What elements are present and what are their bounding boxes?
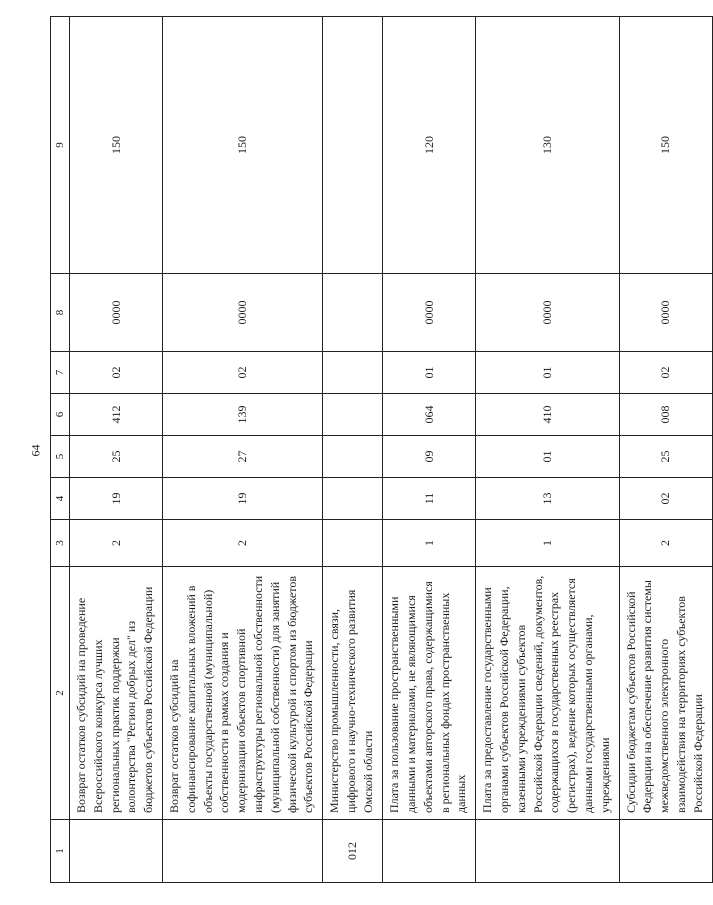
table-row (476, 17, 619, 883)
code-cell: 410 (476, 394, 619, 436)
code-cell: 01 (476, 436, 619, 478)
code-cell (323, 274, 383, 352)
table-row (383, 17, 476, 883)
code-cell (323, 394, 383, 436)
code-cell: 02 (619, 478, 712, 520)
column-header: 7 (51, 352, 70, 394)
code-cell: 064 (383, 394, 476, 436)
code-cell: 150 (70, 17, 163, 274)
table-row (162, 17, 322, 883)
code-cell: 11 (383, 478, 476, 520)
code-cell: 0000 (383, 274, 476, 352)
code-cell: 0000 (619, 274, 712, 352)
code-cell: 19 (162, 478, 322, 520)
admin-code-cell (162, 820, 322, 883)
code-cell (323, 436, 383, 478)
code-cell: 0000 (70, 274, 163, 352)
code-cell (323, 17, 383, 274)
code-cell: 0000 (162, 274, 322, 352)
code-cell: 13 (476, 478, 619, 520)
code-cell: 1 (476, 520, 619, 567)
code-cell: 01 (476, 352, 619, 394)
code-cell: 2 (70, 520, 163, 567)
table-row (70, 17, 163, 883)
column-header: 4 (51, 478, 70, 520)
code-cell: 120 (383, 17, 476, 274)
code-cell (323, 352, 383, 394)
table-row (323, 17, 383, 883)
column-header: 3 (51, 520, 70, 567)
admin-code-cell: 012 (323, 820, 383, 883)
code-cell: 2 (162, 520, 322, 567)
description-cell: Субсидии бюджетам субъектов Российской Федерации на обеспечение развития системы межведомственного электронного взаимодействия на территориях субъектов Российской Федерации (619, 567, 712, 820)
code-cell: 412 (70, 394, 163, 436)
description-cell: Плата за пользование пространственными данными и материалами, не являющимися объектами авторского права, содержащимися в региональных фондах пространственных данных (383, 567, 476, 820)
column-header: 8 (51, 274, 70, 352)
code-cell: 1 (383, 520, 476, 567)
description-cell: Возврат остатков субсидий на проведение Всероссийского конкурса лучших региональных практик поддержки волонтерства "Регион добрых дел" из бюджетов субъектов Российской Федерации (70, 567, 163, 820)
code-cell: 139 (162, 394, 322, 436)
budget-codes-table (50, 16, 713, 883)
code-cell: 02 (619, 352, 712, 394)
description-cell: Министерство промышленности, связи, цифрового и научно-технического развития Омской области (323, 567, 383, 820)
code-cell: 01 (383, 352, 476, 394)
admin-code-cell (619, 820, 712, 883)
admin-code-cell (383, 820, 476, 883)
code-cell: 09 (383, 436, 476, 478)
code-cell: 008 (619, 394, 712, 436)
code-cell: 2 (619, 520, 712, 567)
rotated-page-content (50, 17, 705, 883)
column-header: 5 (51, 436, 70, 478)
table-row (619, 17, 712, 883)
admin-code-cell (476, 820, 619, 883)
code-cell: 0000 (476, 274, 619, 352)
code-cell: 27 (162, 436, 322, 478)
column-header: 9 (51, 17, 70, 274)
code-cell: 02 (162, 352, 322, 394)
code-cell: 25 (70, 436, 163, 478)
code-cell: 02 (70, 352, 163, 394)
column-header: 6 (51, 394, 70, 436)
code-cell (323, 520, 383, 567)
code-cell: 25 (619, 436, 712, 478)
column-number-row (51, 17, 70, 883)
code-cell: 150 (619, 17, 712, 274)
page-number: 64 (28, 444, 43, 457)
code-cell (323, 478, 383, 520)
code-cell: 19 (70, 478, 163, 520)
description-cell: Плата за предоставление государственными органами субъектов Российской Федерации, казенными учреждениями субъектов Российской Федерации сведений, документов, содержащихся в государственных реестрах (регистрах), ведение которых осуществляется данными государственными органами, учреждениями (476, 567, 619, 820)
column-header: 1 (51, 820, 70, 883)
code-cell: 130 (476, 17, 619, 274)
admin-code-cell (70, 820, 163, 883)
column-header: 2 (51, 567, 70, 820)
description-cell: Возврат остатков субсидий на софинансирование капитальных вложений в объекты государственной (муниципальной) собственности в рамках создания и модернизации объектов спортивной инфраструктуры региональной собственности (муниципальной собственности) для занятий физической культурой и спортом из бюджетов субъектов Российской Федерации (162, 567, 322, 820)
code-cell: 150 (162, 17, 322, 274)
